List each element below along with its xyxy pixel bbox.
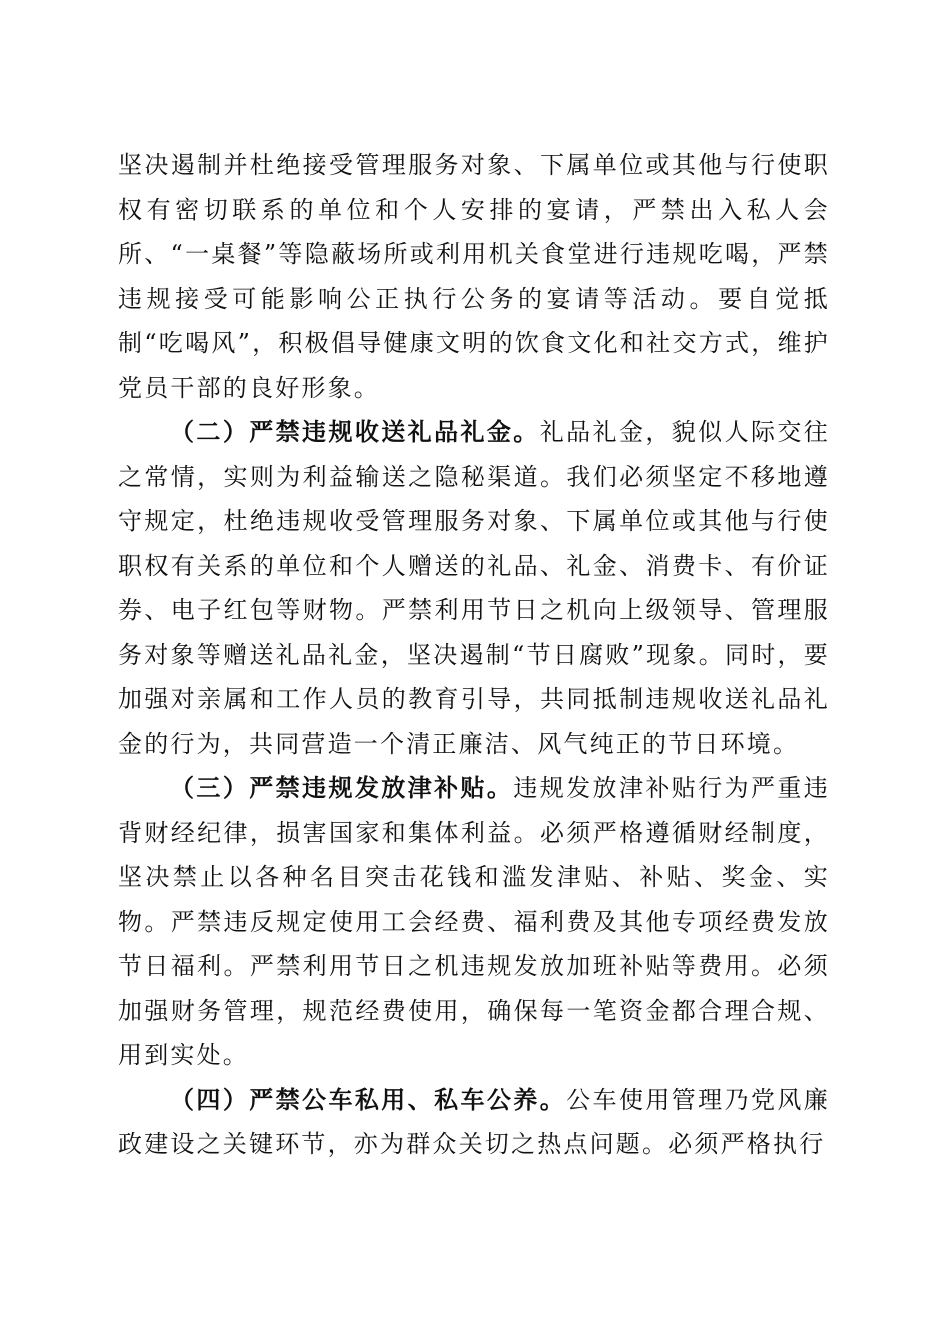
paragraph-4: [118, 1078, 830, 1167]
document-body: [118, 143, 830, 1167]
paragraph-2: [118, 410, 830, 766]
paragraph-1: [118, 143, 830, 410]
paragraph-3-text: 违规发放津补贴行为严重违背财经纪律，损害国家和集体利益。必须严格遵循财经制度，坚决禁止以各种名目突击花钱和滥发津贴、补贴、奖金、实物。严禁违反规定使用工会经费、福利费及其他专项经费发放节日福利。严禁利用节日之机违规发放加班补贴等费用。必须加强财务管理，规范经费使用，确保每一笔资金都合理合规、用到实处。: [118, 774, 830, 1069]
paragraph-2-text: 礼品礼金，貌似人际交往之常情，实则为利益输送之隐秘渠道。我们必须坚定不移地遵守规定，杜绝违规收受管理服务对象、下属单位或其他与行使职权有关系的单位和个人赠送的礼品、礼金、消费卡、有价证券、电子红包等财物。严禁利用节日之机向上级领导、管理服务对象等赠送礼品礼金，坚决遏制“节日腐败”现象。同时，要加强对亲属和工作人员的教育引导，共同抵制违规收送礼品礼金的行为，共同营造一个清正廉洁、风气纯正的节日环境。: [118, 418, 830, 758]
paragraph-3: [118, 766, 830, 1078]
paragraph-4-heading: （四）严禁公车私用、私车公养。: [170, 1085, 567, 1114]
paragraph-1-text: 坚决遏制并杜绝接受管理服务对象、下属单位或其他与行使职权有密切联系的单位和个人安排的宴请，严禁出入私人会所、“一桌餐”等隐蔽场所或利用机关食堂进行违规吃喝，严禁违规接受可能影响公正执行公务的宴请等活动。要自觉抵制“吃喝风”，积极倡导健康文明的饮食文化和社交方式，维护党员干部的良好形象。: [118, 151, 830, 402]
paragraph-2-heading: （二）严禁违规收送礼品礼金。: [170, 418, 540, 446]
paragraph-4-text: 公车使用管理乃党风廉政建设之关键环节，亦为群众关切之热点问题。必须严格执行: [118, 1085, 830, 1158]
paragraph-3-heading: （三）严禁违规发放津补贴。: [170, 774, 514, 802]
